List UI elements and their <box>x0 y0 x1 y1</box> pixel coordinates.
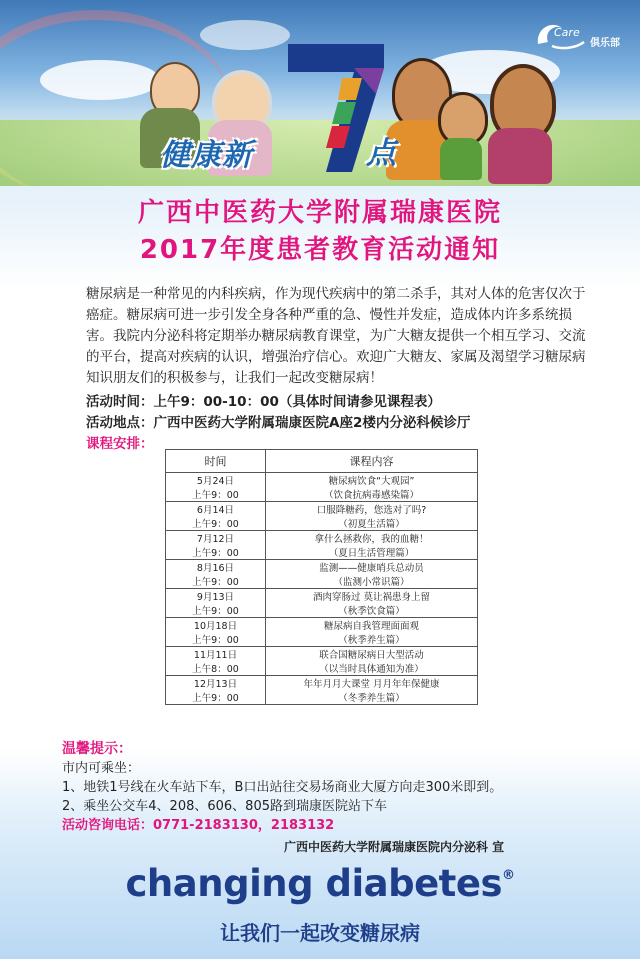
session-topic: 年年月月大课堂 月月年年保健康 <box>266 676 478 691</box>
table-row <box>166 516 478 531</box>
session-time: 上午8：00 <box>166 661 266 676</box>
table-row <box>166 632 478 647</box>
session-subtitle: （秋季饮食篇） <box>266 603 478 618</box>
tips-label: 温馨提示： <box>62 741 132 757</box>
cloud <box>200 20 290 50</box>
table-row <box>166 647 478 662</box>
schedule-label: 课程安排： <box>86 436 154 452</box>
session-topic: 口服降糖药，您选对了吗? <box>266 502 478 517</box>
table-row <box>166 618 478 633</box>
brand-logo <box>0 862 640 905</box>
session-topic: 酒肉穿肠过 莫让祸患身上留 <box>266 589 478 604</box>
table-row <box>166 545 478 560</box>
table-header-row <box>166 450 478 473</box>
table-header-content: 课程内容 <box>266 450 478 473</box>
session-time: 上午9：00 <box>166 516 266 531</box>
session-date: 10月18日 <box>166 618 266 633</box>
table-row <box>166 560 478 575</box>
session-time: 上午9：00 <box>166 487 266 502</box>
table-row <box>166 690 478 705</box>
session-subtitle: （饮食抗病毒感染篇） <box>266 487 478 502</box>
activity-place: 活动地点：广西中医药大学附属瑞康医院A座2楼内分泌科候诊厅 <box>86 415 471 431</box>
child-body <box>440 138 482 180</box>
brand-text: changing diabetes <box>125 862 502 905</box>
table-row <box>166 487 478 502</box>
session-topic: 联合国糖尿病日大型活动 <box>266 647 478 662</box>
session-date: 8月16日 <box>166 560 266 575</box>
intro-paragraph <box>86 284 596 389</box>
session-date: 6月14日 <box>166 502 266 517</box>
intro-text: 糖尿病是一种常见的内科疾病，作为现代疾病中的第二杀手，其对人体的危害仅次于癌症。糖尿病可进一步引发全身各种严重的急、慢性并发症，造成体内许多系统损害。我院内分泌科将定期举办糖尿病教育课堂，为广大糖友提供一个相互学习、交流的平台，提高对疾病的认识，增强治疗信心。欢迎广大糖友、家属及渴望学习糖尿病知识朋友们的积极参与，让我们一起改变糖尿病！ <box>86 286 586 386</box>
session-subtitle: （以当时具体通知为准） <box>266 661 478 676</box>
brand-tagline: 让我们一起改变糖尿病 <box>220 921 420 945</box>
slogan-main: 健康新 <box>160 138 253 173</box>
tip-line: 市内可乘坐： <box>62 761 141 776</box>
table-row <box>166 603 478 618</box>
session-date: 12月13日 <box>166 676 266 691</box>
session-topic: 糖尿病自我管理面面观 <box>266 618 478 633</box>
tip-line: 2、乘坐公交车4、208、606、805路到瑞康医院站下车 <box>62 799 387 814</box>
hero-banner <box>0 0 640 186</box>
session-topic: 糖尿病饮食“大观园” <box>266 473 478 488</box>
session-date: 9月13日 <box>166 589 266 604</box>
table-row <box>166 502 478 517</box>
session-topic: 监测——健康哨兵总动员 <box>266 560 478 575</box>
table-row <box>166 661 478 676</box>
session-subtitle: （夏日生活管理篇） <box>266 545 478 560</box>
session-date: 7月12日 <box>166 531 266 546</box>
session-time: 上午9：00 <box>166 632 266 647</box>
mother-body <box>488 128 552 184</box>
activity-time: 活动时间：上午9：00-10：00（具体时间请参见课程表） <box>86 394 441 410</box>
notice-title: 2017年度患者教育活动通知 <box>139 235 501 265</box>
session-subtitle: （监测小常识篇） <box>266 574 478 589</box>
table-row <box>166 473 478 488</box>
svg-text:Care: Care <box>554 26 580 39</box>
table-row <box>166 531 478 546</box>
schedule-table <box>165 449 478 705</box>
session-subtitle: （秋季养生篇） <box>266 632 478 647</box>
club-name: 俱乐部 <box>590 38 620 49</box>
registered-mark: ® <box>501 868 515 883</box>
signature: 广西中医药大学附属瑞康医院内分泌科 宣 <box>284 840 505 854</box>
session-time: 上午9：00 <box>166 690 266 705</box>
hospital-title: 广西中医药大学附属瑞康医院 <box>137 198 502 228</box>
session-time: 上午9：00 <box>166 603 266 618</box>
session-topic: 拿什么拯救你，我的血糖！ <box>266 531 478 546</box>
table-row <box>166 574 478 589</box>
contact-phone: 活动咨询电话：0771-2183130，2183132 <box>62 818 335 833</box>
cloud <box>40 60 160 100</box>
session-date: 11月11日 <box>166 647 266 662</box>
tip-line: 1、地铁1号线在火车站下车，B口出站往交易场商业大厦方向走300米即到。 <box>62 780 503 795</box>
slogan-tail: 点 <box>366 136 396 171</box>
table-row <box>166 589 478 604</box>
session-time: 上午9：00 <box>166 545 266 560</box>
table-row <box>166 676 478 691</box>
session-date: 5月24日 <box>166 473 266 488</box>
table-header-time: 时间 <box>166 450 266 473</box>
session-subtitle: （冬季养生篇） <box>266 690 478 705</box>
session-time: 上午9：00 <box>166 574 266 589</box>
session-subtitle: （初夏生活篇） <box>266 516 478 531</box>
